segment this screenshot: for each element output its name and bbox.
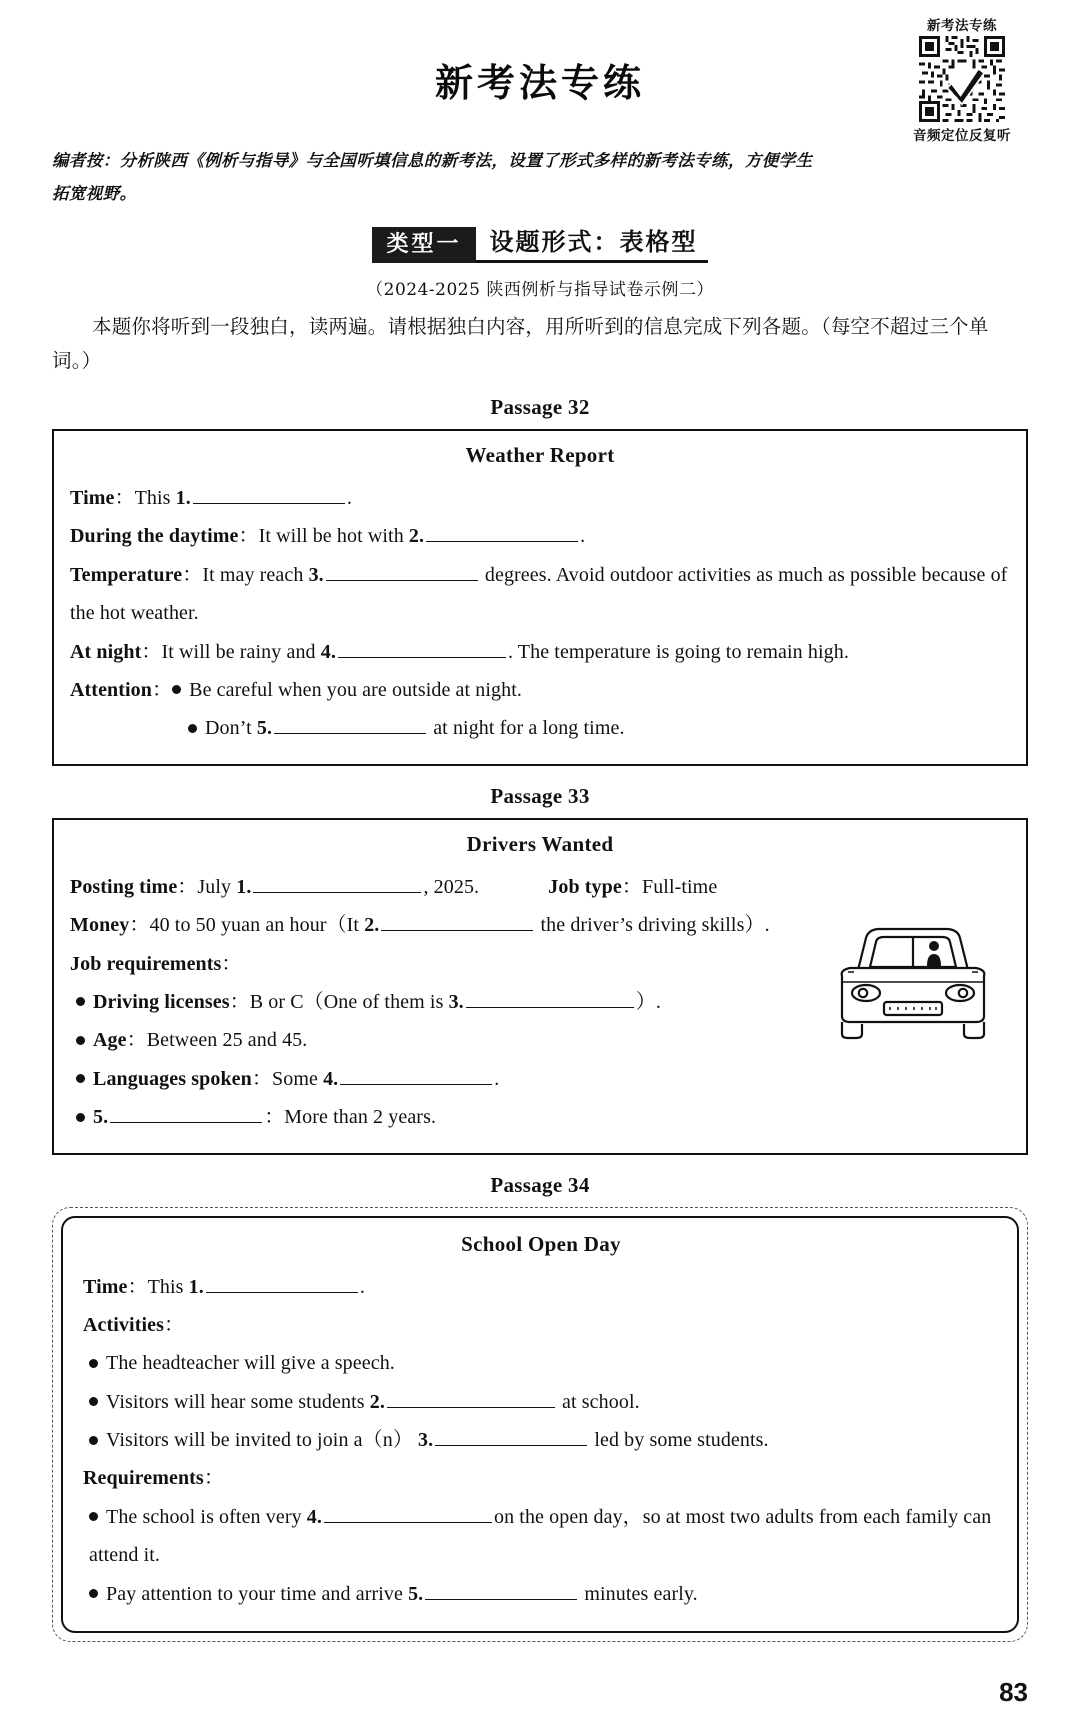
bullet-icon (89, 1397, 98, 1406)
answer-blank[interactable] (110, 1102, 262, 1123)
blank-number: 2. (369, 1390, 385, 1413)
list-item (83, 1344, 999, 1382)
row-sep: ： (152, 679, 173, 702)
passage-box-title-33: Drivers Wanted (466, 831, 614, 856)
type-label: 设题形式：表格型 (489, 228, 698, 256)
row-post: ：More than 2 years. (264, 1106, 437, 1129)
table-row (70, 479, 1010, 517)
bullet-icon (89, 1359, 98, 1368)
row-sep: ： (221, 952, 242, 975)
table-row (70, 671, 1010, 709)
row-post: . (359, 1275, 365, 1298)
answer-blank[interactable] (206, 1272, 358, 1293)
passage-box-title-34: School Open Day (461, 1231, 621, 1256)
passage-dashed-frame-34 (52, 1207, 1028, 1643)
row-pre: It may reach (202, 563, 309, 586)
bullet-icon (89, 1436, 98, 1445)
row-label: Age (93, 1029, 127, 1052)
answer-blank[interactable] (253, 872, 421, 893)
row-label: Temperature (70, 563, 183, 586)
passage-title-34: Passage 34 (490, 1172, 590, 1197)
row-post: , 2025. (423, 875, 480, 898)
row-post: . (346, 487, 352, 510)
car-illustration (818, 904, 1008, 1054)
job-type-sep: ： (621, 875, 642, 898)
instructions-text: 本题你将听到一段独白，读两遍。请根据独白内容，用所听到的信息完成下列各题。（每空不超过三个单词。） (52, 315, 989, 372)
row-label: Time (83, 1275, 128, 1298)
qr-caption-top: 新考法专练 (927, 18, 997, 34)
blank-number: 1. (236, 875, 252, 898)
row-sep: ： (251, 1067, 272, 1090)
blank-number: 4. (306, 1505, 322, 1528)
passage-title-33: Passage 33 (490, 783, 590, 808)
row-post: . The temperature is going to remain high. (507, 640, 849, 663)
answer-blank[interactable] (324, 1502, 492, 1523)
row-post: at school. (556, 1390, 640, 1413)
bullet-icon (76, 1113, 85, 1122)
row-sep: ： (126, 1029, 147, 1052)
row-pre: It will be rainy and (161, 640, 321, 663)
answer-blank[interactable] (425, 1579, 577, 1600)
row-label: At night (70, 640, 142, 663)
page-header (52, 0, 1028, 150)
row-sep: ： (182, 563, 203, 586)
blank-number: 4. (320, 640, 336, 663)
blank-number: 4. (323, 1067, 339, 1090)
row-post: led by some students. (589, 1429, 769, 1452)
blank-number: 5. (256, 717, 273, 740)
page-number: 83 (999, 1677, 1028, 1707)
answer-blank[interactable] (466, 987, 634, 1008)
table-row (83, 1459, 999, 1497)
qr-caption-bottom: 音频定位反复听 (913, 128, 1011, 144)
answer-blank[interactable] (193, 483, 345, 504)
row-sep: ： (177, 875, 198, 898)
passage-box-title-32: Weather Report (465, 443, 615, 468)
type-banner (52, 222, 1028, 263)
table-row (83, 1268, 999, 1306)
blank-number: 1. (188, 1275, 204, 1298)
row-post: ）. (635, 990, 661, 1013)
answer-blank[interactable] (340, 1064, 492, 1085)
row-sep: ： (203, 1467, 224, 1490)
page-title: 新考法专练 (434, 60, 645, 105)
row-pre: 40 to 50 yuan an hour（It (149, 914, 365, 937)
row-label: Time (70, 487, 115, 510)
row-sep: ： (238, 525, 259, 548)
row-sep: ： (114, 487, 135, 510)
blank-number: 1. (175, 487, 191, 510)
qr-code-icon[interactable] (919, 36, 1005, 122)
type-label-wrap (476, 222, 708, 263)
row-label: Languages spoken (93, 1067, 252, 1090)
blank-number: 3. (308, 563, 324, 586)
row-post: degrees. Avoid outdoor activities as much as possible because of the hot weather. (70, 563, 1008, 625)
row-post: on the open day，so at most two adults from each family can attend it. (89, 1505, 992, 1567)
blank-number: 3. (448, 990, 464, 1013)
exam-source: （2024-2025 陕西例析与指导试卷示例二） (366, 280, 714, 300)
row-label: Requirements (83, 1467, 204, 1490)
bullet-icon (76, 997, 85, 1006)
row-pre: Some (272, 1067, 324, 1090)
row-post: the driver’s driving skills）. (535, 914, 770, 937)
row-label: Job requirements (70, 952, 222, 975)
bullet-icon (76, 1036, 85, 1045)
row-sep: ： (141, 640, 162, 663)
list-item (83, 1498, 999, 1575)
row-pre: B or C（One of them is (249, 990, 449, 1013)
answer-blank[interactable] (326, 560, 478, 581)
bullet-icon (89, 1589, 98, 1598)
passage-box-34 (61, 1216, 1019, 1634)
bullet-icon (76, 1074, 85, 1083)
answer-blank[interactable] (435, 1425, 587, 1446)
row-pre: This (147, 1275, 189, 1298)
job-type-value: Full-time (641, 875, 718, 898)
passage-box-33 (52, 818, 1028, 1155)
table-row (70, 709, 1010, 747)
blank-number: 2. (408, 525, 425, 548)
type-badge: 类型一 (372, 227, 475, 264)
blank-number: 2. (364, 914, 380, 937)
editor-note: 编者按：分析陕西《例析与指导》与全国听填信息的新考法，设置了形式多样的新考法专练，方便学生拓宽视野。 (52, 151, 813, 203)
answer-blank[interactable] (381, 910, 533, 931)
bullet-icon (172, 685, 181, 694)
row-sep: ： (163, 1313, 185, 1336)
qr-code-block (902, 14, 1022, 144)
answer-blank[interactable] (274, 713, 426, 734)
list-item (83, 1383, 999, 1421)
row-label: Attention (70, 679, 153, 702)
row-pre: This (134, 487, 176, 510)
bullet-icon (188, 724, 197, 733)
list-item (83, 1421, 999, 1459)
row-post: minutes early. (579, 1582, 698, 1605)
bullet-icon (89, 1512, 98, 1521)
row-pre: Between 25 and 45. (146, 1029, 308, 1052)
row-pre: The headteacher will give a speech. (106, 1352, 395, 1375)
passage-box-32 (52, 429, 1028, 766)
row-pre: Be careful when you are outside at night. (189, 679, 523, 702)
blank-number: 5. (408, 1582, 424, 1605)
blank-number: 3. (418, 1429, 434, 1452)
table-row (70, 517, 1010, 555)
row-pre: Pay attention to your time and arrive (106, 1582, 409, 1605)
table-row (70, 556, 1010, 633)
list-item (70, 1098, 1010, 1136)
row-label: Posting time (70, 875, 178, 898)
row-pre: It will be hot with (258, 525, 409, 548)
row-pre: The school is often very (106, 1505, 307, 1528)
row-label: Money (70, 914, 130, 937)
list-item (70, 1060, 1010, 1098)
row-label: Activities (83, 1313, 164, 1336)
row-sep: ： (127, 1275, 148, 1298)
row-pre: July (197, 875, 237, 898)
answer-blank[interactable] (426, 521, 578, 542)
table-row (70, 633, 1010, 671)
row-post: . (580, 525, 586, 548)
passage-title-32: Passage 32 (490, 395, 590, 420)
row-pre: Visitors will hear some students (106, 1390, 370, 1413)
answer-blank[interactable] (338, 637, 506, 658)
row-sep: ： (129, 914, 150, 937)
row-post: . (494, 1067, 500, 1090)
row-pre: Don’t (205, 717, 257, 740)
row-sep: ： (229, 990, 250, 1013)
table-row (70, 868, 1010, 906)
table-row (83, 1306, 999, 1344)
job-type-label: Job type (548, 875, 622, 898)
answer-blank[interactable] (387, 1387, 555, 1408)
list-item (83, 1575, 999, 1613)
row-pre: Visitors will be invited to join a（n） (106, 1429, 419, 1452)
row-label: Driving licenses (93, 990, 230, 1013)
row-label: During the daytime (70, 525, 239, 548)
row-post: at night for a long time. (428, 717, 625, 740)
blank-number: 5. (93, 1106, 109, 1129)
